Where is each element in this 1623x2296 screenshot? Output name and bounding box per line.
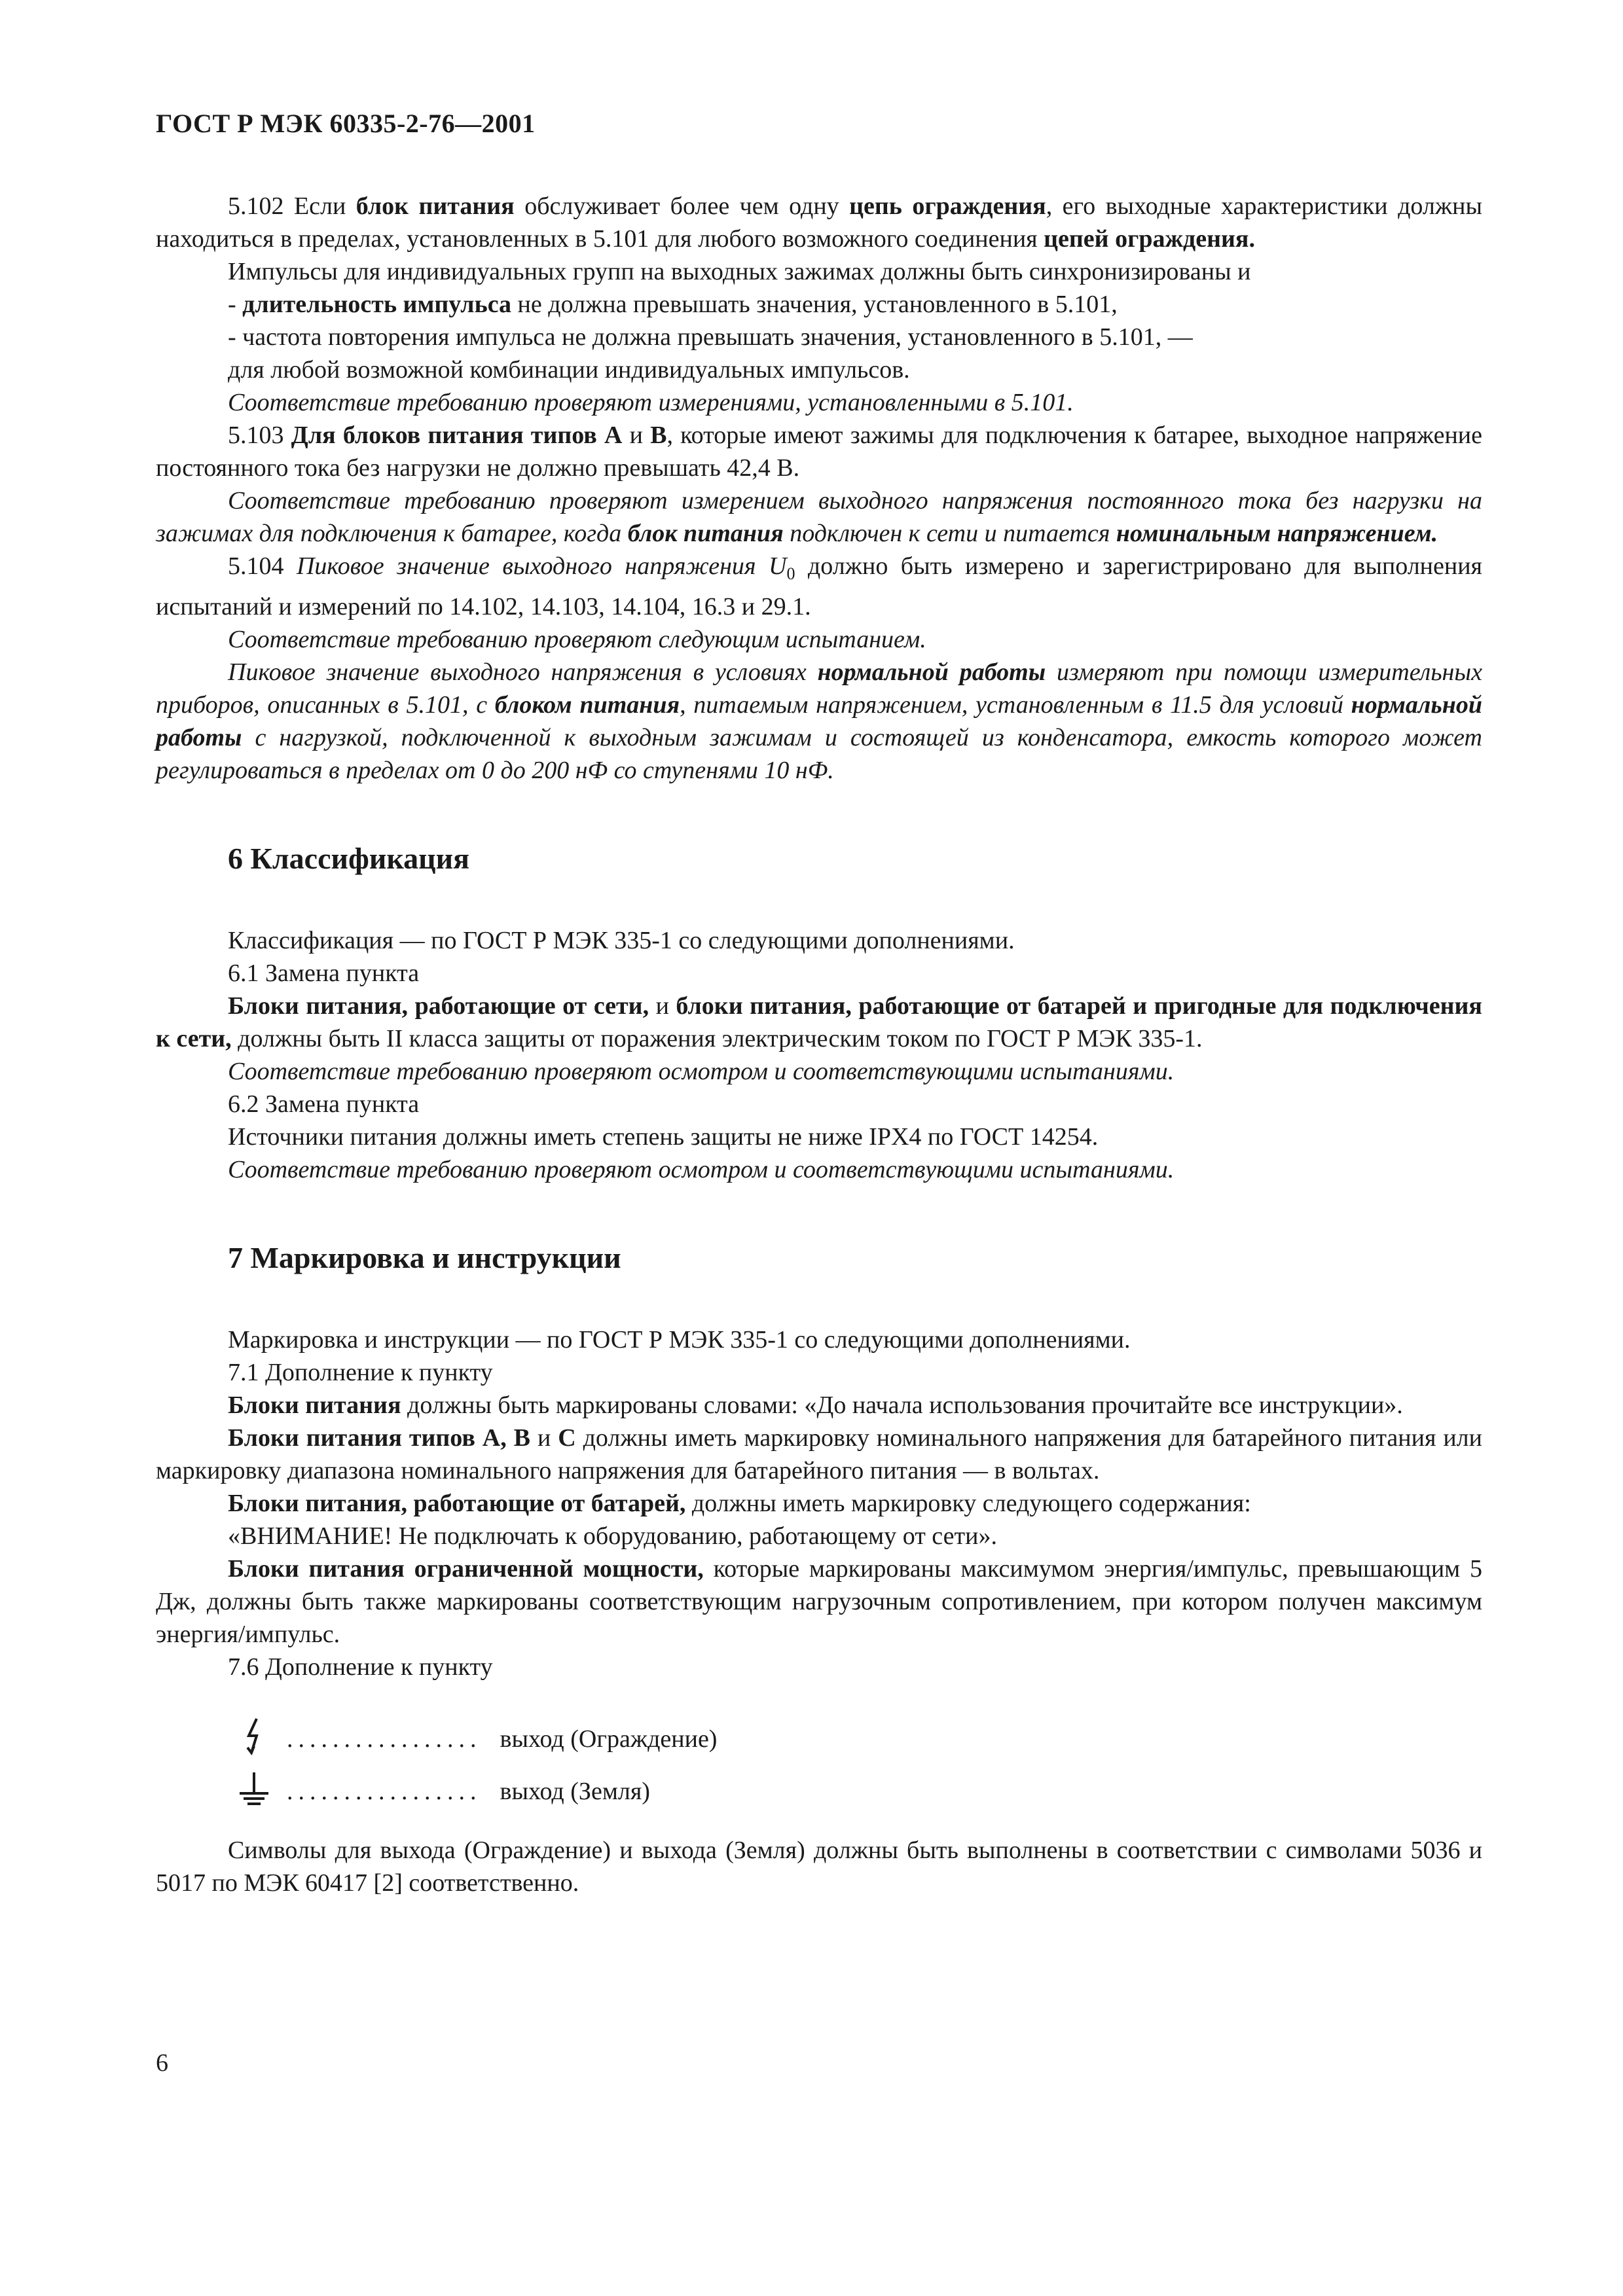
section-6-intro: Классификация — по ГОСТ Р МЭК 335-1 со следующими дополнениями.: [228, 927, 1015, 954]
check-5-104: Соответствие требованию проверяют следующим испытанием.: [228, 626, 926, 653]
peak-test-paragraph: Пиковое значение выходного напряжения в условиях нормальной работы измеряют при помощи измерительных приборов, описанных в 5.101, с блоком питания, питаемым напряжением, установленным в 11.5 для условий нормальной работы с нагрузкой, подключенной к выходным зажимам и состоящей из конденсатора, емкость которого может регулироваться в пределах от 0 до 200 нФ со ступенями 10 нФ.: [156, 658, 1483, 784]
leader-dots: .................: [287, 1725, 482, 1753]
page-header: ГОСТ Р МЭК 60335-2-76—2001: [156, 109, 536, 138]
clause-7-6-title: 7.6 Дополнение к пункту: [228, 1653, 493, 1681]
symbol-label-earth: выход (Земля): [500, 1778, 650, 1805]
clause-6-1-title: 6.1 Замена пункта: [228, 960, 420, 987]
list-item-2: - частота повторения импульса не должна превышать значения, установленного в 5.101, —: [228, 323, 1193, 351]
impulses-paragraph: Импульсы для индивидуальных групп на выходных зажимах должны быть синхронизированы и: [228, 258, 1251, 285]
earth-ground-icon: [234, 1768, 274, 1808]
symbol-row-fence: [156, 1703, 1482, 1755]
check-5-103: Соответствие требованию проверяют измерением выходного напряжения постоянного тока без нагрузки на зажимах для подключения к батарее, когда блок питания подключен к сети и питается номинальным напряжением.: [156, 487, 1482, 547]
page-number: 6: [156, 2049, 168, 2077]
section-7-intro: Маркировка и инструкции — по ГОСТ Р МЭК 335-1 со следующими дополнениями.: [228, 1326, 1131, 1354]
check-6-2: Соответствие требованию проверяют осмотром и соответствующими испытаниями.: [228, 1156, 1175, 1183]
lightning-bolt-icon: [234, 1716, 274, 1755]
clause-6-2-text: Источники питания должны иметь степень защиты не ниже IPX4 по ГОСТ 14254.: [228, 1123, 1099, 1151]
clause-6-2-title: 6.2 Замена пункта: [228, 1090, 420, 1118]
section-6-heading: 6 Классификация: [228, 842, 470, 875]
clause-7-1-title: 7.1 Дополнение к пункту: [228, 1359, 493, 1386]
list-item-3: для любой возможной комбинации индивидуальных импульсов.: [228, 356, 910, 384]
clause-7-1-b: Блоки питания типов А, В и С должны иметь маркировку номинального напряжения для батарейного питания или маркировку диапазона номинального напряжения для батарейного питания — в вольтах.: [156, 1424, 1482, 1484]
symbol-label-fence: выход (Ограждение): [500, 1725, 718, 1753]
check-6-1: Соответствие требованию проверяют осмотром и соответствующими испытаниями.: [228, 1058, 1175, 1085]
symbols-note: Символы для выхода (Ограждение) и выхода (Земля) должны быть выполнены в соответствии с символами 5036 и 5017 по МЭК 60417 [2] соответственно.: [156, 1837, 1482, 1897]
section-7-heading: 7 Маркировка и инструкции: [228, 1241, 621, 1274]
list-item-1: - длительность импульса не должна превышать значения, установленного в 5.101,: [228, 291, 1118, 318]
clause-6-1-text: Блоки питания, работающие от сети, и блоки питания, работающие от батарей и пригодные для подключения к сети, должны быть II класса защиты от поражения электрическим током по ГОСТ Р МЭК 335-1.: [156, 992, 1482, 1052]
clause-7-1-a: Блоки питания должны быть маркированы словами: «До начала использования прочитайте все инструкции».: [228, 1391, 1403, 1419]
clause-5-103: 5.103 Для блоков питания типов А и В, которые имеют зажимы для подключения к батарее, выходное напряжение постоянного тока без нагрузки не должно превышать 42,4 В.: [156, 422, 1482, 482]
clause-5-102: 5.102 Если блок питания обслуживаeт более чем одну цепь ограждения, его выходные характеристики должны находиться в пределах, установленных в 5.101 для любого возможного соединения цепей ограждения.: [156, 192, 1482, 253]
clause-7-1-c: Блоки питания, работающие от батарей, должны иметь маркировку следующего содержания:: [228, 1490, 1251, 1517]
symbol-row-earth: [156, 1755, 1482, 1808]
warning-quote: «ВНИМАНИЕ! Не подключать к оборудованию, работающему от сети».: [228, 1522, 997, 1550]
leader-dots: .................: [287, 1778, 482, 1805]
check-5-101: Соответствие требованию проверяют измерениями, установленными в 5.101.: [228, 389, 1074, 416]
clause-5-104: 5.104 Пиковое значение выходного напряжения $U_0$ должно быть измерено и зарегистрировано для выполнения испытаний и измерений по 14.102, 14.103, 14.104, 16.3 и 29.1.: [156, 552, 1483, 620]
clause-7-1-d: Блоки питания ограниченной мощности, которые маркированы максимумом энергия/импульс, превышающим 5 Дж, должны быть также маркированы соответствующим нагрузочным сопротивлением, при котором получен максимум энергия/импульс.: [156, 1555, 1482, 1648]
document-body: [156, 190, 1482, 1899]
